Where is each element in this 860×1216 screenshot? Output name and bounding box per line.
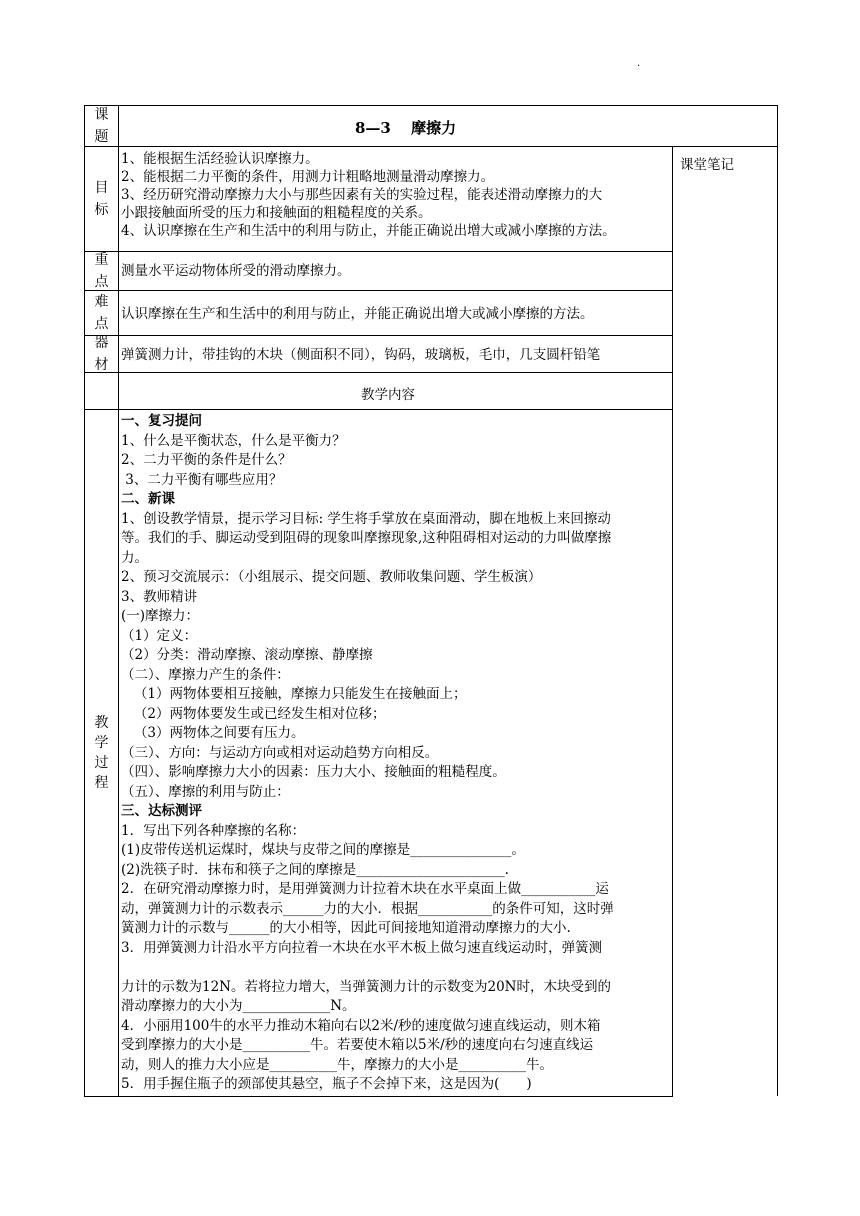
equipment-label-char: 材 [94,357,109,373]
title-row [84,105,778,147]
process-line: 5．用手握住瓶子的颈部使其悬空，瓶子不会掉下来，这是因为( ) [121,1076,532,1092]
equipment-row [84,335,673,373]
key-point-row [84,251,673,291]
title-label-char: 课 [94,107,109,123]
process-line: 1、创设教学情景，提示学习目标: 学生将手掌放在桌面滑动，脚在地板上来回擦动 [121,510,611,527]
process-line: 3．用弹簧测力计沿水平方向拉着一木块在水平木板上做匀速直线运动时，弹簧测 [121,939,603,956]
section-heading: 二、新课 [121,491,175,507]
process-label-char: 程 [94,775,109,791]
process-line: 1、什么是平衡状态，什么是平衡力？ [121,432,346,449]
process-line: 3、教师精讲 [121,588,198,605]
title-label [85,106,119,146]
goal-item: 3、经历研究滑动摩擦力大小与那些因素有关的实验过程，能表述滑动摩擦力的大 [121,187,603,203]
process-line: 2、预习交流展示：（小组展示、提交问题、教师收集问题、学生板演） [121,569,542,585]
process-line: 动，弹簧测力计的示数表示______力的大小．根据___________的条件可知，这时弹 [121,900,614,917]
goals-row [84,146,673,252]
goal-item: 2、能根据二力平衡的条件，用测力计粗略地测量滑动摩擦力。 [121,169,495,185]
process-line: 3、二力平衡有哪些应用？ [121,471,283,488]
equipment-text: 弹簧测力计，带挂钩的木块（侧面积不同），钩码，玻璃板，毛巾，几支圆杆铅笔 [121,347,601,363]
process-line: 2、二力平衡的条件是什么？ [121,452,292,468]
difficulty-text: 认识摩擦在生产和生活中的利用与防止，并能正确说出增大或减小摩擦的方法。 [121,306,594,322]
process-line: （2）两物体要发生或已经发生相对位移； [121,705,386,722]
process-line: 1．写出下列各种摩擦的名称： [121,822,306,839]
process-line: （1）定义： [121,627,198,644]
goal-item: 4、认识摩擦在生产和生活中的利用与防止，并能正确说出增大或减小摩擦的方法。 [121,223,616,239]
key-point-label [85,252,119,290]
goal-item: 小跟接触面所受的压力和接触面的粗糙程度的关系。 [121,205,432,221]
process-line [121,958,614,978]
process-label-char: 过 [94,755,109,771]
process-line: （3）两物体之间要有压力。 [121,725,305,741]
process-line: (一)摩擦力： [121,608,200,624]
key-point-text: 测量水平运动物体所受的滑动摩擦力。 [121,263,351,279]
page-mark: . [637,58,641,69]
difficulty-label-char: 点 [94,316,109,332]
teaching-content-label-cell [85,373,119,409]
process-label-char: 学 [94,735,109,751]
section-heading: 一、复习提问 [121,413,202,429]
goals-label-char: 标 [94,202,109,218]
process-line: 力。 [121,549,148,566]
notes-label: 课堂笔记 [680,157,734,173]
process-label [85,410,119,1096]
key-point-label-char: 重 [94,252,109,268]
difficulty-label [85,291,119,335]
process-line: (2)洗筷子时．抹布和筷子之间的摩擦是______________________. [121,861,509,878]
process-line: （二）、摩擦力产生的条件： [121,666,290,683]
goals-label [85,147,119,251]
notes-column [672,146,778,1096]
goals-label-char: 目 [94,180,109,196]
process-line: （2）分类：滑动摩擦、滚动摩擦、静摩擦 [121,647,373,663]
process-line: 4．小丽用100牛的水平力推动木箱向右以2米/秒的速度做匀速直线运动，则木箱 [121,1017,601,1034]
process-line: （五）、摩擦的利用与防止： [121,783,290,800]
process-line: 滑动摩擦力的大小为_____________N。 [121,998,356,1014]
goals-list [121,150,616,240]
process-line: （1）两物体要相互接触，摩擦力只能发生在接触面上； [121,686,467,702]
section-heading: 三、达标测评 [121,803,202,819]
goal-item: 1、能根据生活经验认识摩擦力。 [121,151,319,167]
process-content [121,412,614,1095]
teaching-content-row [84,372,673,410]
process-line: 2．在研究滑动摩擦力时，是用弹簧测力计拉着木块在水平桌面上做___________运 [121,881,609,897]
process-line: 受到摩擦力的大小是__________牛。若要使木箱以5米/秒的速度向右匀速直线运 [121,1037,594,1053]
process-line: 动，则人的推力大小应是__________牛，摩擦力的大小是__________牛。 [121,1056,553,1073]
process-line: 力计的示数为12N。若将拉力增大，当弹簧测力计的示数变为20N时，木块受到的 [121,978,611,995]
process-label-char: 教 [94,715,109,731]
process-line: 等。我们的手、脚运动受到阻碍的现象叫摩擦现象,这种阻碍相对运动的力叫做摩擦 [121,530,612,546]
process-row [84,409,673,1097]
process-line: （四）、影响摩擦力大小的因素：压力大小、接触面的粗糙程度。 [121,764,506,780]
difficulty-label-char: 难 [94,294,109,310]
key-point-label-char: 点 [94,274,109,290]
lesson-title: 8—3 摩擦力 [355,119,457,137]
equipment-label [85,336,119,372]
title-label-char: 题 [94,129,109,145]
process-line: （三）、方向：与运动方向或相对运动趋势方向相反。 [121,744,439,761]
equipment-label-char: 器 [94,335,109,351]
teaching-content-heading: 教学内容 [361,387,415,403]
process-line: (1)皮带传送机运煤时，煤块与皮带之间的摩擦是_______________。 [121,842,525,858]
process-line: 簧测力计的示数与______的大小相等，因此可间接地知道滑动摩擦力的大小. [121,920,571,936]
difficulty-row [84,290,673,336]
